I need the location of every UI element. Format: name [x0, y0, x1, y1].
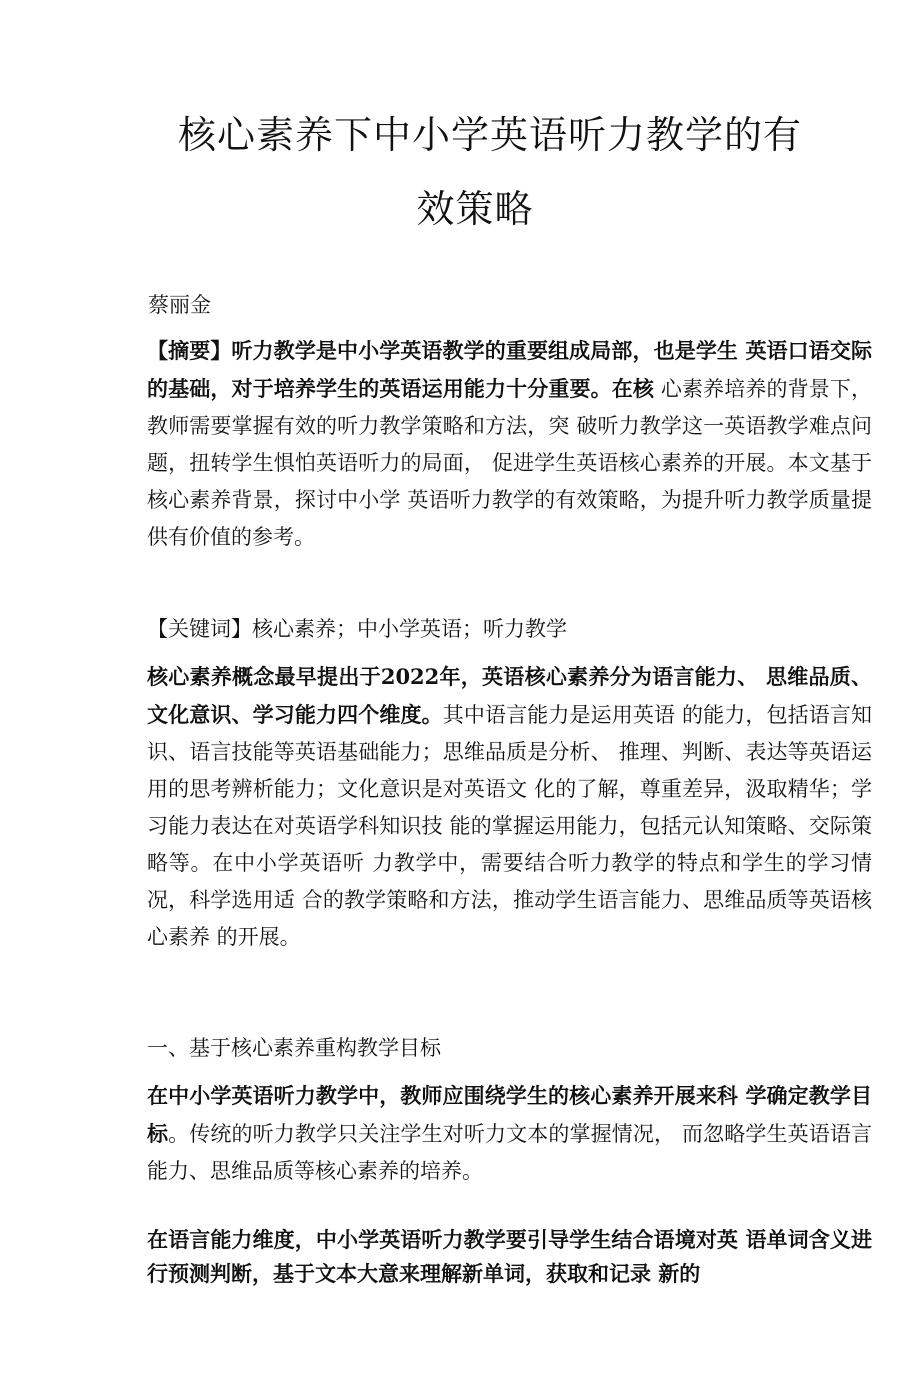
keywords-line: 【关键词】核心素养；中小学英语；听力教学	[147, 617, 567, 641]
document-title-line-2: 效策略	[416, 187, 534, 231]
language-ability-paragraph: 在语言能力维度，中小学英语听力教学要引导学生结合语境对英 语单词含义进行预测判断，基于文本大意来理解新单词，获取和记录 新的	[147, 1227, 872, 1286]
author-name: 蔡丽金	[148, 293, 211, 317]
teaching-goal-normal-text: 。传统的听力教学只关注学生对听力文本的掌握情况， 而忽略学生英语语言能力、思维品质等核心素养的培养。	[147, 1122, 872, 1183]
core-literacy-normal-text: 其中语言能力是运用英语 的能力，包括语言知识、语言技能等英语基础能力；思维品质是分析、 推理、判断、表达等英语运用的思考辨析能力；文化意识是对英语文 化的了解，尊重差异，汲取精华；学习能力表达在对英语学科知识技 能的掌握运用能力，包括元认知策略、交际策略等。在中小学英语听 力教学中，需要结合听力教学的特点和学生的学习情况，科学选用适 合的教学策略和方法，推动学生语言能力、思维品质等英语核心素养 的开展。	[147, 703, 872, 949]
core-literacy-paragraph	[101, 658, 872, 956]
teaching-goal-bold-text: 在中小学英语听力教学中，教师应围绕学生的核心素养开展来科 学确定教学目标	[147, 1083, 872, 1146]
section-heading-1: 一、基于核心素养重构教学目标	[147, 1036, 441, 1060]
abstract-normal-text: 心素养培养的背景下，教师需要掌握有效的听力教学策略和方法，突 破听力教学这一英语教学难点问题，扭转学生惧怕英语听力的局面， 促进学生英语核心素养的开展。本文基于核心素养背景，探讨中小学 英语听力教学的有效策略，为提升听力教学质量提供有价值的参考。	[147, 377, 872, 549]
teaching-goal-paragraph	[101, 1077, 872, 1190]
abstract-bold-text: 【摘要】听力教学是中小学英语教学的重要组成局部，也是学生 英语口语交际的基础，对于培养学生的英语运用能力十分重要。在核	[147, 338, 872, 401]
abstract-paragraph	[101, 332, 872, 556]
core-literacy-bold-text: 核心素养概念最早提出于2022年，英语核心素养分为语言能力、 思维品质、文化意识、学习能力四个维度。	[147, 664, 872, 727]
document-title-line-1: 核心素养下中小学英语听力教学的有	[177, 113, 802, 157]
